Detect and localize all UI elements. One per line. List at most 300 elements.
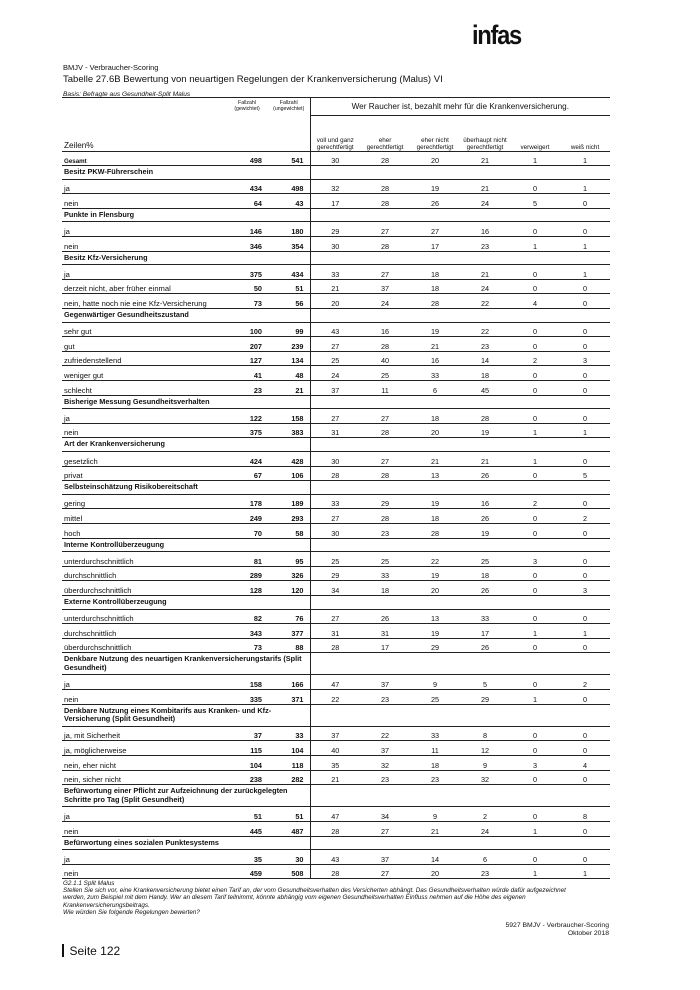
table-row (62, 451, 610, 466)
row-label: durchschnittlich (62, 624, 226, 639)
value-cell: 37 (360, 850, 410, 865)
row-label: ja, mit Sicherheit (62, 726, 226, 741)
value-cell: 0 (510, 609, 560, 624)
value-cell: 47 (310, 675, 360, 690)
fallzahl-ungewichtet: 239 (268, 337, 310, 352)
row-label: ja (62, 222, 226, 237)
results-table (62, 97, 610, 879)
fallzahl-ungewichtet: 434 (268, 265, 310, 280)
value-cell: 23 (460, 237, 510, 252)
value-cell: 12 (460, 741, 510, 756)
group-header-row (62, 595, 610, 609)
value-cell: 30 (310, 151, 360, 166)
value-cell: 19 (410, 624, 460, 639)
value-cell: 1 (510, 822, 560, 837)
header-fallzahl-ungewichtet: Fallzahl (ungewichtet) (273, 100, 305, 112)
value-cell: 18 (410, 409, 460, 424)
value-cell: 0 (560, 337, 610, 352)
group-spacer (310, 438, 610, 452)
fallzahl-ungewichtet: 487 (268, 822, 310, 837)
table-body (62, 151, 610, 879)
value-cell: 0 (560, 609, 610, 624)
value-cell: 37 (360, 279, 410, 294)
value-cell: 13 (410, 466, 460, 481)
fallzahl-ungewichtet: 498 (268, 179, 310, 194)
value-cell: 26 (360, 609, 410, 624)
value-cell: 28 (310, 466, 360, 481)
row-label: ja (62, 675, 226, 690)
fallzahl-gewichtet: 100 (226, 322, 268, 337)
value-cell: 27 (360, 864, 410, 879)
value-cell: 2 (560, 675, 610, 690)
value-cell: 5 (560, 466, 610, 481)
basis-note: Basis: Befragte aus Gesundheit-Split Malus (63, 91, 191, 98)
fallzahl-gewichtet: 128 (226, 581, 268, 596)
value-cell: 19 (460, 423, 510, 438)
value-cell: 26 (460, 638, 510, 653)
fallzahl-gewichtet: 375 (226, 423, 268, 438)
table-title: Tabelle 27.6B Bewertung von neuartigen Regelungen der Krankenversicherung (Malus) VI (63, 74, 443, 85)
value-cell: 20 (410, 864, 460, 879)
group-spacer (310, 836, 610, 850)
fallzahl-ungewichtet: 134 (268, 351, 310, 366)
group-title: Denkbare Nutzung des neuartigen Krankenversicherungstarifs (Split Gesundheit) (62, 653, 310, 675)
header-question: Wer Raucher ist, bezahlt mehr für die Krankenversicherung. (310, 98, 610, 116)
value-cell: 0 (510, 509, 560, 524)
header-fallzahl-gewichtet: Fallzahl (gewichtet) (234, 100, 260, 112)
value-cell: 0 (510, 523, 560, 538)
value-cell: 33 (410, 726, 460, 741)
value-cell: 37 (310, 726, 360, 741)
row-label: nein, eher nicht (62, 756, 226, 771)
value-cell: 0 (510, 466, 560, 481)
value-cell: 28 (410, 294, 460, 309)
group-header-row (62, 438, 610, 452)
group-title: Denkbare Nutzung eines Kombitarifs aus Kranken- und Kfz-Versicherung (Split Gesundheit) (62, 704, 310, 726)
fallzahl-ungewichtet: 326 (268, 566, 310, 581)
value-cell: 1 (560, 265, 610, 280)
fallzahl-ungewichtet: 377 (268, 624, 310, 639)
value-cell: 0 (560, 366, 610, 381)
group-title: Punkte in Flensburg (62, 208, 310, 222)
value-cell: 0 (510, 279, 560, 294)
fallzahl-gewichtet: 73 (226, 638, 268, 653)
fallzahl-ungewichtet: 43 (268, 194, 310, 209)
fallzahl-ungewichtet: 56 (268, 294, 310, 309)
fallzahl-ungewichtet: 76 (268, 609, 310, 624)
fallzahl-gewichtet: 115 (226, 741, 268, 756)
fallzahl-ungewichtet: 354 (268, 237, 310, 252)
row-label: durchschnittlich (62, 566, 226, 581)
fallzahl-gewichtet: 122 (226, 409, 268, 424)
value-cell: 0 (510, 770, 560, 785)
fallzahl-gewichtet: 51 (226, 807, 268, 822)
value-cell: 29 (310, 222, 360, 237)
group-header-row (62, 704, 610, 726)
group-header-row (62, 208, 610, 222)
value-cell: 25 (360, 366, 410, 381)
value-cell: 8 (560, 807, 610, 822)
value-cell: 31 (310, 624, 360, 639)
fallzahl-ungewichtet: 189 (268, 494, 310, 509)
fallzahl-gewichtet: 37 (226, 726, 268, 741)
fallzahl-ungewichtet: 104 (268, 741, 310, 756)
fallzahl-ungewichtet: 48 (268, 366, 310, 381)
fallzahl-gewichtet: 289 (226, 566, 268, 581)
fallzahl-ungewichtet: 95 (268, 552, 310, 567)
value-cell: 26 (460, 466, 510, 481)
table-row (62, 850, 610, 865)
value-cell: 4 (560, 756, 610, 771)
value-cell: 21 (410, 337, 460, 352)
value-cell: 0 (510, 726, 560, 741)
fallzahl-gewichtet: 50 (226, 279, 268, 294)
header-zeilen-prozent: Zeilen% (64, 140, 94, 150)
value-cell: 21 (460, 451, 510, 466)
value-cell: 1 (510, 451, 560, 466)
value-cell: 3 (560, 581, 610, 596)
table-row (62, 756, 610, 771)
value-cell: 25 (410, 690, 460, 705)
value-cell: 21 (460, 265, 510, 280)
value-cell: 1 (560, 151, 610, 166)
value-cell: 33 (310, 494, 360, 509)
value-cell: 0 (510, 265, 560, 280)
value-cell: 27 (360, 822, 410, 837)
value-cell: 19 (410, 322, 460, 337)
value-cell: 0 (560, 222, 610, 237)
value-cell: 37 (360, 741, 410, 756)
value-cell: 25 (310, 552, 360, 567)
value-cell: 24 (360, 294, 410, 309)
value-cell: 31 (310, 423, 360, 438)
footer-project (505, 922, 609, 938)
value-cell: 34 (310, 581, 360, 596)
value-cell: 17 (310, 194, 360, 209)
group-spacer (310, 595, 610, 609)
group-title: Besitz Kfz-Versicherung (62, 251, 310, 265)
value-cell: 21 (410, 822, 460, 837)
value-cell: 23 (360, 770, 410, 785)
value-cell: 0 (510, 322, 560, 337)
table-row (62, 864, 610, 879)
table-row (62, 337, 610, 352)
group-header-row (62, 481, 610, 495)
row-label: mittel (62, 509, 226, 524)
value-cell: 0 (560, 566, 610, 581)
value-cell: 17 (460, 624, 510, 639)
group-header-row (62, 785, 610, 807)
table-row (62, 509, 610, 524)
group-header-row (62, 166, 610, 180)
value-cell: 28 (360, 337, 410, 352)
value-cell: 37 (360, 675, 410, 690)
value-cell: 24 (460, 279, 510, 294)
value-cell: 29 (460, 690, 510, 705)
value-cell: 21 (310, 279, 360, 294)
fallzahl-ungewichtet: 106 (268, 466, 310, 481)
value-cell: 29 (360, 494, 410, 509)
value-cell: 25 (460, 552, 510, 567)
value-cell: 31 (360, 624, 410, 639)
header-spacer (268, 115, 310, 151)
row-label: ja (62, 409, 226, 424)
fallzahl-ungewichtet: 293 (268, 509, 310, 524)
row-label: weniger gut (62, 366, 226, 381)
fallzahl-gewichtet: 178 (226, 494, 268, 509)
value-cell: 21 (410, 451, 460, 466)
fallzahl-ungewichtet: 21 (268, 381, 310, 396)
value-cell: 0 (560, 552, 610, 567)
value-cell: 2 (560, 509, 610, 524)
value-cell: 18 (410, 265, 460, 280)
value-cell: 0 (510, 741, 560, 756)
row-label: hoch (62, 523, 226, 538)
row-label: nein (62, 690, 226, 705)
header-col-4: verweigert (520, 143, 550, 151)
value-cell: 0 (510, 337, 560, 352)
fallzahl-gewichtet: 127 (226, 351, 268, 366)
fallzahl-gewichtet: 424 (226, 451, 268, 466)
group-spacer (310, 653, 610, 675)
fallzahl-ungewichtet: 51 (268, 807, 310, 822)
table-row (62, 237, 610, 252)
fallzahl-ungewichtet: 371 (268, 690, 310, 705)
value-cell: 24 (310, 366, 360, 381)
group-title: Bisherige Messung Gesundheitsverhalten (62, 395, 310, 409)
fallzahl-ungewichtet: 58 (268, 523, 310, 538)
header-col-2: eher nicht gerechtfertigt (416, 136, 454, 151)
value-cell: 18 (460, 366, 510, 381)
group-header-row (62, 251, 610, 265)
table-row (62, 624, 610, 639)
value-cell: 0 (510, 409, 560, 424)
row-label: ja (62, 807, 226, 822)
value-cell: 30 (310, 451, 360, 466)
value-cell: 22 (310, 690, 360, 705)
value-cell: 13 (410, 609, 460, 624)
row-label: nein (62, 194, 226, 209)
value-cell: 0 (560, 494, 610, 509)
fallzahl-ungewichtet: 99 (268, 322, 310, 337)
fallzahl-ungewichtet: 33 (268, 726, 310, 741)
value-cell: 33 (460, 609, 510, 624)
value-cell: 9 (460, 756, 510, 771)
value-cell: 22 (460, 294, 510, 309)
note-text: Stellen Sie sich vor, eine Krankenversicherung bietet einen Tarif an, der vom Gesundheitsverhalten des Versicherten abhängt. Das Gesundheitsverhalten würde dafür aufgezeichnet werden, zum Beispiel mit dem Handy. Wer an diesem Tarif teilnimmt, könnte abhängig vom eigenen Gesundheitsverhalten Einfluss nehmen auf die Höhe des eigenen Krankenversicherungsbeitrags. (63, 887, 566, 909)
value-cell: 21 (460, 151, 510, 166)
value-cell: 20 (410, 581, 460, 596)
fallzahl-gewichtet: 82 (226, 609, 268, 624)
value-cell: 19 (410, 566, 460, 581)
group-title: Selbsteinschätzung Risikobereitschaft (62, 481, 310, 495)
value-cell: 14 (410, 850, 460, 865)
value-cell: 29 (310, 566, 360, 581)
fallzahl-gewichtet: 81 (226, 552, 268, 567)
fallzahl-gewichtet: 238 (226, 770, 268, 785)
group-title: Interne Kontrollüberzeugung (62, 538, 310, 552)
value-cell: 27 (310, 409, 360, 424)
value-cell: 28 (310, 638, 360, 653)
header-col-3: überhaupt nicht gerechtfertigt (463, 136, 507, 151)
group-spacer (310, 208, 610, 222)
value-cell: 16 (460, 222, 510, 237)
value-cell: 28 (360, 237, 410, 252)
fallzahl-gewichtet: 104 (226, 756, 268, 771)
value-cell: 0 (560, 294, 610, 309)
fallzahl-gewichtet: 459 (226, 864, 268, 879)
group-title: Besitz PKW-Führerschein (62, 166, 310, 180)
value-cell: 5 (460, 675, 510, 690)
value-cell: 0 (560, 523, 610, 538)
note-code: G2.1.1 Split Malus (63, 880, 115, 887)
group-title: Befürwortung einer Pflicht zur Aufzeichnung der zurückgelegten Schritte pro Tag (Split Gesundheit) (62, 785, 310, 807)
value-cell: 28 (310, 864, 360, 879)
value-cell: 40 (310, 741, 360, 756)
page-label: Seite 122 (69, 944, 121, 958)
value-cell: 27 (410, 222, 460, 237)
value-cell: 1 (560, 179, 610, 194)
group-spacer (310, 309, 610, 323)
fallzahl-ungewichtet: 428 (268, 451, 310, 466)
value-cell: 22 (360, 726, 410, 741)
value-cell: 0 (510, 222, 560, 237)
value-cell: 28 (410, 523, 460, 538)
table-row (62, 279, 610, 294)
fallzahl-ungewichtet: 158 (268, 409, 310, 424)
fallzahl-gewichtet: 434 (226, 179, 268, 194)
group-title: Art der Krankenversicherung (62, 438, 310, 452)
value-cell: 0 (560, 451, 610, 466)
table-row (62, 265, 610, 280)
value-cell: 23 (460, 864, 510, 879)
value-cell: 27 (360, 222, 410, 237)
table-row (62, 222, 610, 237)
page-number (62, 944, 120, 958)
table-row (62, 690, 610, 705)
header-col-0: voll und ganz gerechtfertigt (310, 115, 360, 151)
row-label: nein (62, 864, 226, 879)
value-cell: 40 (360, 351, 410, 366)
value-cell: 0 (560, 741, 610, 756)
fallzahl-gewichtet: 35 (226, 850, 268, 865)
value-cell: 2 (460, 807, 510, 822)
value-cell: 30 (310, 523, 360, 538)
value-cell: 20 (410, 423, 460, 438)
row-label: nein, hatte noch nie eine Kfz-Versicherung (62, 294, 226, 309)
value-cell: 17 (410, 237, 460, 252)
value-cell: 1 (560, 423, 610, 438)
table-row (62, 741, 610, 756)
table-row (62, 770, 610, 785)
group-title: Gegenwärtiger Gesundheitszustand (62, 309, 310, 323)
fallzahl-ungewichtet: 541 (268, 151, 310, 166)
value-cell: 32 (360, 756, 410, 771)
value-cell: 25 (310, 351, 360, 366)
group-title: Befürwortung eines sozialen Punktesystems (62, 836, 310, 850)
value-cell: 16 (460, 494, 510, 509)
value-cell: 28 (360, 151, 410, 166)
row-label: privat (62, 466, 226, 481)
row-label: nein (62, 237, 226, 252)
row-label: sehr gut (62, 322, 226, 337)
value-cell: 33 (410, 366, 460, 381)
fallzahl-ungewichtet: 282 (268, 770, 310, 785)
fallzahl-gewichtet: 158 (226, 675, 268, 690)
header-col-5: weiß nicht (570, 143, 600, 151)
row-label: ja (62, 179, 226, 194)
value-cell: 23 (360, 690, 410, 705)
row-label: gesetzlich (62, 451, 226, 466)
value-cell: 30 (310, 237, 360, 252)
row-label: nein (62, 822, 226, 837)
value-cell: 45 (460, 381, 510, 396)
value-cell: 43 (310, 322, 360, 337)
table-row (62, 638, 610, 653)
value-cell: 11 (360, 381, 410, 396)
value-cell: 1 (560, 624, 610, 639)
table-row (62, 351, 610, 366)
fallzahl-gewichtet: 67 (226, 466, 268, 481)
value-cell: 43 (310, 850, 360, 865)
value-cell: 32 (460, 770, 510, 785)
value-cell: 16 (360, 322, 410, 337)
row-label: ja, möglicherweise (62, 741, 226, 756)
fallzahl-gewichtet: 249 (226, 509, 268, 524)
fallzahl-gewichtet: 70 (226, 523, 268, 538)
value-cell: 1 (510, 864, 560, 879)
fallzahl-ungewichtet: 51 (268, 279, 310, 294)
fallzahl-ungewichtet: 88 (268, 638, 310, 653)
value-cell: 22 (410, 552, 460, 567)
table-row (62, 409, 610, 424)
value-cell: 35 (310, 756, 360, 771)
table-row (62, 494, 610, 509)
value-cell: 1 (510, 690, 560, 705)
row-label: ja (62, 265, 226, 280)
value-cell: 3 (510, 552, 560, 567)
table-row (62, 294, 610, 309)
value-cell: 29 (410, 638, 460, 653)
table-row (62, 322, 610, 337)
table-row (62, 179, 610, 194)
group-spacer (310, 704, 610, 726)
value-cell: 26 (460, 509, 510, 524)
value-cell: 0 (510, 366, 560, 381)
value-cell: 1 (510, 423, 560, 438)
fallzahl-ungewichtet: 30 (268, 850, 310, 865)
value-cell: 47 (310, 807, 360, 822)
table-row (62, 151, 610, 166)
value-cell: 0 (510, 179, 560, 194)
question-note (63, 880, 583, 916)
value-cell: 33 (310, 265, 360, 280)
value-cell: 3 (510, 756, 560, 771)
value-cell: 18 (410, 279, 460, 294)
fallzahl-gewichtet: 73 (226, 294, 268, 309)
group-spacer (310, 481, 610, 495)
value-cell: 0 (510, 638, 560, 653)
value-cell: 37 (310, 381, 360, 396)
value-cell: 24 (460, 822, 510, 837)
fallzahl-ungewichtet: 166 (268, 675, 310, 690)
group-spacer (310, 251, 610, 265)
value-cell: 28 (360, 509, 410, 524)
value-cell: 0 (560, 770, 610, 785)
fallzahl-gewichtet: 207 (226, 337, 268, 352)
value-cell: 28 (310, 822, 360, 837)
value-cell: 32 (310, 179, 360, 194)
